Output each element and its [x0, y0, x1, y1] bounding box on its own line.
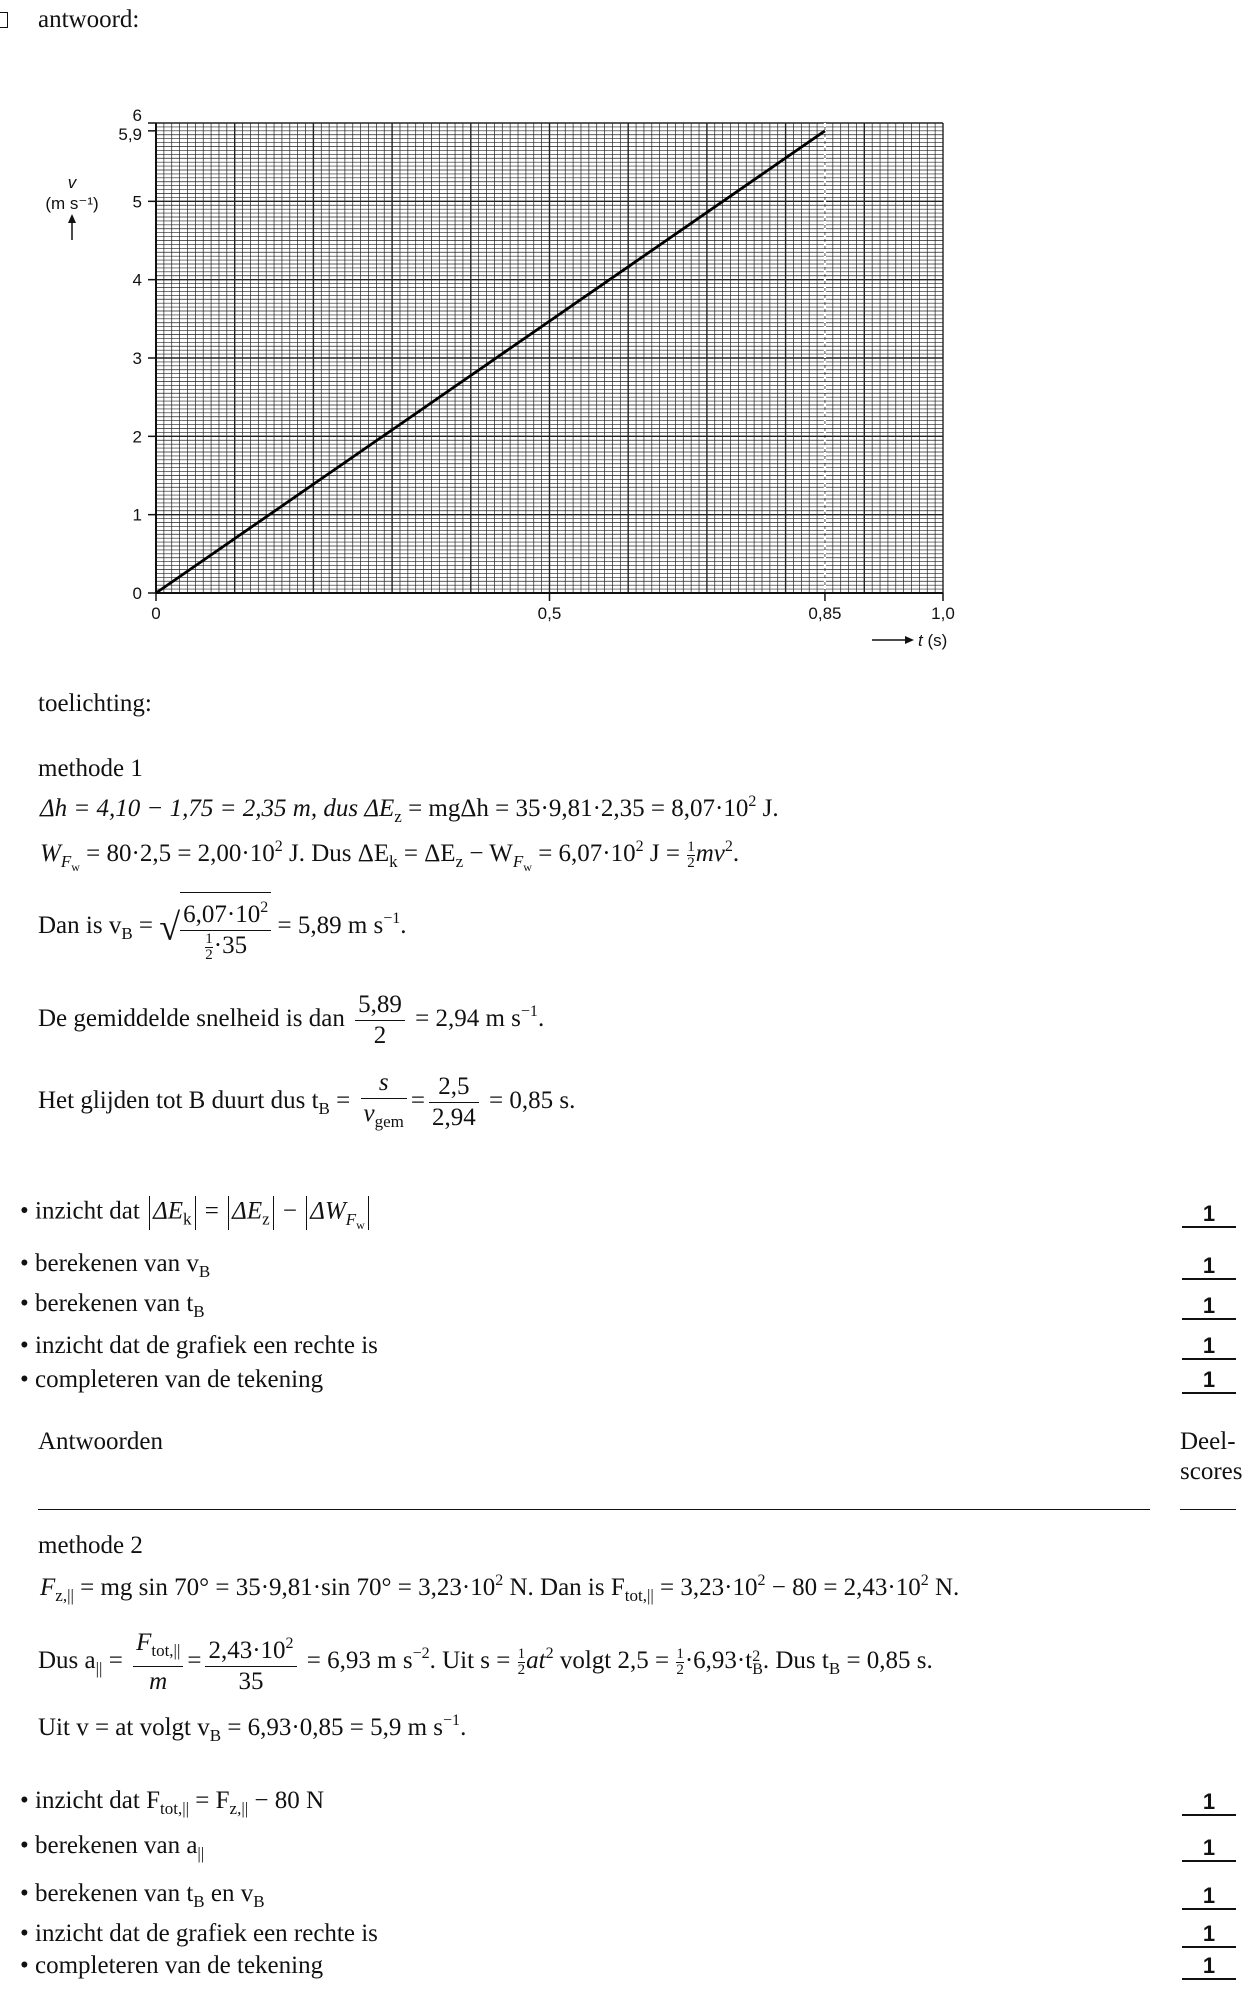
x-tick-label: 0,5 [537, 604, 562, 623]
y-axis-arrowhead-icon [68, 214, 76, 223]
answer-label: antwoord: [38, 6, 140, 33]
method1-criterion-1: • inzicht dat $\Delta E_k = \Delta E_z - \Delta W_{F_w}$ [20, 1196, 372, 1233]
y-tick-label: 3 [132, 349, 142, 368]
method2-line2: Dus $a_{||}$ = $\frac{F_{tot,||}}{m}$ = $\frac{2,43\cdot 10^2}{35}$ = 6,93 m $s^{-2}$. Uit s = $\frac{1}{2}$ $at^2$ volgt 2,5 = $\frac{1}{2}$ ·6,93·t 2 B . Dus $t_B = 0,85$ s. [38, 1629, 933, 1695]
y-tick-label: 5,9 [118, 124, 142, 144]
method2-score-2: 1 [1182, 1836, 1236, 1862]
x-tick-label: 1,0 [931, 604, 955, 623]
y-tick-label: 1 [132, 505, 142, 525]
method1-score-1: 1 [1182, 1202, 1236, 1228]
footer-rule-right [1180, 1509, 1236, 1510]
method1-line4: De gemiddelde snelheid is dan $\frac{5,89}{2}$ = 2,94 m $s^{-1}$. [38, 991, 545, 1049]
method2-criterion-5: • completeren van de tekening [20, 1952, 324, 1979]
method2-score-5: 1 [1182, 1954, 1236, 1980]
method2-title: methode 2 [38, 1532, 143, 1559]
toelichting-label: toelichting: [38, 690, 152, 717]
method1-line2: $W_{F_w} = 80\cdot 2,5 = 2,00\cdot 10^2$ J. Dus $\Delta E_k = \Delta E_z - W_{F_w} = 6,07\cdot 10^2$ J = $\frac{1}{2}$ $mv^2$. [40, 838, 740, 874]
method2-criterion-3: • berekenen van $t_B$ en $v_B$ [20, 1880, 265, 1911]
y-tick-label: 6 [132, 106, 142, 125]
method1-criterion-5: • completeren van de tekening [20, 1366, 324, 1393]
y-tick-label: 2 [132, 427, 142, 447]
method2-score-3: 1 [1182, 1884, 1236, 1910]
footer-rule-left [38, 1509, 1150, 1510]
y-tick-label: 4 [132, 270, 142, 290]
footer-scores: scores [1180, 1458, 1242, 1485]
footer-deel: Deel- [1180, 1428, 1236, 1455]
method1-score-3: 1 [1182, 1294, 1236, 1320]
velocity-time-chart [0, 90, 1236, 770]
method2-score-4: 1 [1182, 1922, 1236, 1948]
y-axis-label: v [67, 173, 77, 192]
x-tick-label: 0,85 [808, 604, 842, 623]
method1-line3: Dan is $v_B$ = √ $6,07\cdot 10^2$ $\frac{1}{2}$ ·35 = 5,89 m $s^{-1}$. [38, 892, 407, 963]
method1-title: methode 1 [38, 755, 143, 782]
method1-line1: Δh = 4,10 − 1,75 = 2,35 m, dus $\Delta E_z = mg\Delta h = 35\cdot 9,81\cdot 2,35 = 8,07\cdot 10^2$ J. [40, 793, 779, 826]
method2-criterion-1: • inzicht dat $F_{tot,||} = F_{z,||} - 80$ N [20, 1787, 325, 1818]
chart-ticks [118, 106, 954, 623]
footer-antwoorden: Antwoorden [38, 1428, 163, 1455]
x-tick-label: 0 [151, 604, 161, 623]
y-tick-label: 0 [132, 584, 142, 603]
method1-criterion-4: • inzicht dat de grafiek een rechte is [20, 1332, 378, 1359]
method2-criterion-4: • inzicht dat de grafiek een rechte is [20, 1920, 378, 1947]
method2-criterion-2: • berekenen van $a_{||}$ [20, 1832, 205, 1863]
method1-line5: Het glijden tot B duurt dus $t_B$ = $\frac{s}{v_{gem}}$ = $\frac{2,5}{2,94}$ = 0,85 s. [38, 1069, 576, 1131]
method2-line1: $F_{z,||}$ = mg sin 70° = 35·9,81·sin $70^\circ = 3,23\cdot 10^2$ N. Dan is $F_{tot,||} = 3,23\cdot 10^2 - 80 = 2,43\cdot 10^2$ N. [40, 1572, 960, 1605]
method1-criterion-3: • berekenen van $t_B$ [20, 1290, 205, 1321]
method2-line3: Uit v = at volgt $v_B = 6,93\cdot 0,85 = 5,9$ m $s^{-1}$. [38, 1712, 467, 1745]
method1-criterion-2: • berekenen van $v_B$ [20, 1250, 211, 1281]
method1-score-4: 1 [1182, 1334, 1236, 1360]
y-tick-label: 5 [132, 192, 142, 212]
y-axis-unit: (m s⁻¹) [45, 194, 99, 213]
method1-score-5: 1 [1182, 1368, 1236, 1394]
x-axis-label: t (s) [918, 631, 948, 650]
x-axis-arrowhead-icon [905, 636, 914, 644]
method1-score-2: 1 [1182, 1254, 1236, 1280]
answer-checkbox[interactable] [0, 12, 8, 28]
method2-score-1: 1 [1182, 1790, 1236, 1816]
